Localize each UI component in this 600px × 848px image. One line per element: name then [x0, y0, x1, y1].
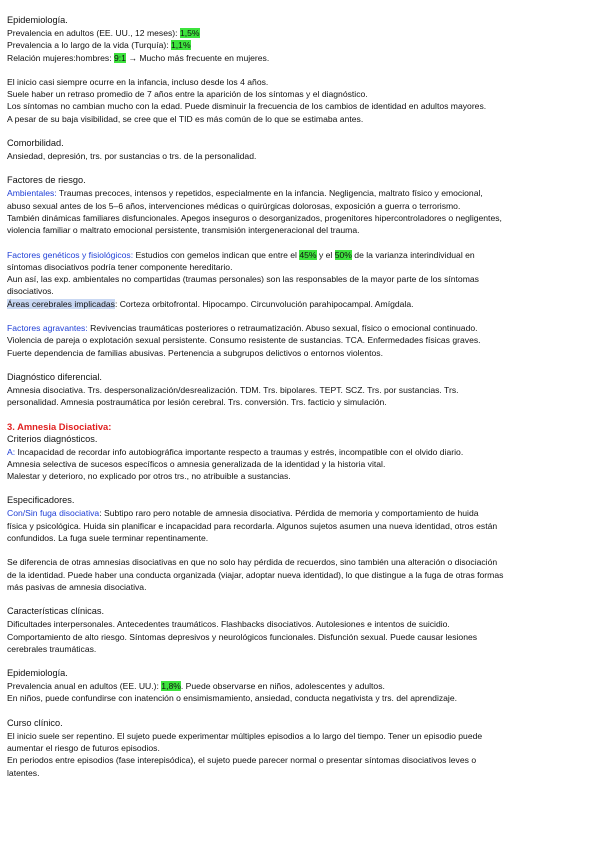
- highlight: 45%: [299, 249, 317, 260]
- section-heading: Epidemiología.: [7, 15, 68, 25]
- text-line: Suele haber un retraso promedio de 7 años entre la aparición de los síntomas y el diagnóstico.: [7, 89, 368, 100]
- text-line: [7, 52, 600, 64]
- text-run: → Mucho más frecuente en mujeres.: [125, 52, 270, 63]
- text-line: confundidos. La fuga suele terminar repentinamente.: [7, 533, 209, 544]
- text-line: [7, 249, 600, 261]
- text-line: Violencia de pareja o explotación sexual persistente. Consumo resistente de sustancias. TCA. Enfermedades físicas graves.: [7, 335, 481, 346]
- text-line: más pasivas de amnesia disociativa.: [7, 581, 147, 592]
- text-line: de la identidad. Puede haber una conducta organizada (viajar, adoptar nueva identidad), lo que distingue a la fuga de otras formas: [7, 569, 504, 580]
- blue-label: Ambientales:: [7, 188, 57, 199]
- specifiers-block: [7, 494, 600, 544]
- text-line: síntomas disociativos podría tener componente hereditario.: [7, 261, 233, 272]
- text-line: latentes.: [7, 767, 40, 778]
- text-line: Amnesia selectiva de sucesos específicos o amnesia generalizada de la identidad y la historia vital.: [7, 458, 386, 469]
- differentiation-block: [7, 556, 600, 593]
- text-line: [7, 680, 600, 692]
- section-heading: Curso clínico.: [7, 717, 63, 728]
- blue-label: Con/Sin fuga disociativa: [7, 508, 100, 519]
- text-line: El inicio suele ser repentino. El sujeto puede experimentar múltiples episodios a lo largo del tiempo. Tener un episodio puede: [7, 730, 483, 741]
- blue-label: Factores genéticos y fisiológicos:: [7, 249, 134, 260]
- text-line: aumentar el riesgo de futuros episodios.: [7, 742, 160, 753]
- section-heading: Especificadores.: [7, 495, 75, 506]
- text-line: Ansiedad, depresión, trs. por sustancias o trs. de la personalidad.: [7, 151, 257, 162]
- section-heading: Comorbilidad.: [7, 138, 64, 149]
- text-line: cerebrales traumáticas.: [7, 643, 97, 654]
- text-line: [7, 322, 600, 334]
- clinical-features-block: [7, 605, 600, 655]
- genetic-factors-block: [7, 249, 600, 310]
- text-line: Amnesia disociativa. Trs. despersonalización/desrealización. TDM. Trs. bipolares. TEPT. SCZ. Trs. por sustancias. Trs.: [7, 384, 459, 395]
- highlight: 9:1: [114, 52, 126, 63]
- text-line: [7, 446, 600, 458]
- text-run: Relación mujeres:hombres:: [7, 52, 114, 63]
- text-line: El inicio casi siempre ocurre en la infancia, incluso desde los 4 años.: [7, 76, 269, 87]
- text-line: En niños, puede confundirse con inatención o ensimismamiento, ansiedad, conducta negativista y trs. del aprendizaje.: [7, 693, 458, 704]
- text-line: física y psicológica. Huida sin planificar e incapacidad para recordarla. Algunos sujetos asumen una nueva identidad, otros están: [7, 520, 498, 531]
- text-run: de la varianza interindividual en: [351, 249, 475, 260]
- section-heading: Factores de riesgo.: [7, 175, 86, 186]
- text-run: Traumas precoces, intensos y repetidos, especialmente en la infancia. Negligencia, maltrato físico y emocional,: [56, 188, 483, 199]
- epidemiology-block-2: [7, 667, 600, 705]
- text-line: Aun así, las exp. ambientales no compartidas (traumas personales) son las responsables de la mayor parte de los síntomas: [7, 274, 479, 285]
- text-run: Prevalencia anual en adultos (EE. UU.):: [7, 681, 162, 692]
- text-line: A pesar de su baja visibilidad, se cree que el TID es más común de lo que se estimaba antes.: [7, 113, 364, 124]
- aggravating-factors-block: [7, 322, 600, 359]
- text-run: Prevalencia en adultos (EE. UU., 12 meses):: [7, 28, 180, 38]
- text-run: . Puede observarse en niños, adolescentes y adultos.: [180, 681, 385, 692]
- highlight: 50%: [334, 249, 352, 260]
- section-heading: Criterios diagnósticos.: [7, 433, 98, 444]
- highlight: 1,8%: [161, 681, 181, 692]
- text-line: violencia familiar o maltrato emocional persistente, transmisión intergeneracional del trauma.: [7, 225, 360, 236]
- text-line: También dinámicas familiares disfuncionales. Apegos inseguros o desorganizados, progenitores hipercontroladores o negligentes,: [7, 212, 502, 223]
- text-line: Se diferencia de otras amnesias disociativas en que no solo hay pérdida de recuerdos, sino también una alteración o disociación: [7, 557, 498, 568]
- onset-block: [7, 76, 600, 125]
- text-line: abuso sexual antes de los 5–6 años, intervenciones médicas o quirúrgicas dolorosas, exposición a guerra o terrorismo.: [7, 200, 461, 211]
- section-3-block: [7, 420, 600, 483]
- text-line: [7, 507, 600, 519]
- section-heading: Epidemiología.: [7, 668, 68, 679]
- epidemiology-block-1: [7, 14, 600, 64]
- blue-highlight: Áreas cerebrales implicadas: [7, 298, 115, 309]
- text-line: Fuerte dependencia de familias abusivas. Pertenencia a subgrupos delictivos o entornos violentos.: [7, 347, 383, 358]
- text-line: [7, 298, 600, 310]
- differential-diagnosis-block: [7, 371, 600, 409]
- blue-label: A:: [7, 446, 16, 457]
- text-line: disociativos.: [7, 286, 54, 297]
- blue-label: Factores agravantes:: [7, 323, 88, 334]
- text-run: Estudios con gemelos indican que entre el: [133, 249, 300, 260]
- risk-factors-block: [7, 174, 600, 236]
- text-line: Los síntomas no cambian mucho con la edad. Puede disminuir la frecuencia de los cambios de identidad en adultos mayores.: [7, 101, 487, 112]
- section-heading: Diagnóstico diferencial.: [7, 371, 102, 382]
- text-run: Prevalencia a lo largo de la vida (Turquía):: [7, 40, 172, 51]
- comorbidity-block: [7, 137, 600, 162]
- text-line: personalidad. Amnesia postraumática por lesión cerebral. Trs. conversión. Trs. facticio y simulación.: [7, 397, 387, 408]
- text-line: [7, 39, 600, 51]
- section-title: 3. Amnesia Disociativa:: [7, 420, 112, 432]
- highlight: 1,1%: [171, 40, 191, 51]
- text-run: : Subtipo raro pero notable de amnesia disociativa. Pérdida de memoria y comportamiento de huida: [99, 508, 479, 519]
- clinical-course-block: [7, 717, 600, 779]
- section-heading: Características clínicas.: [7, 606, 105, 617]
- text-line: En periodos entre episodios (fase interepisódica), el sujeto puede parecer normal o presentar síntomas disociativos leves o: [7, 755, 477, 766]
- text-line: Comportamiento de alto riesgo. Síntomas depresivos y neurológicos funcionales. Disfunción sexual. Puede causar lesiones: [7, 631, 478, 642]
- text-run: : Corteza orbitofrontal. Hipocampo. Circunvolución parahipocampal. Amígdala.: [114, 298, 414, 309]
- text-run: Revivencias traumáticas posteriores o retraumatización. Abuso sexual, físico o emocional continuado.: [87, 323, 478, 334]
- text-run: Incapacidad de recordar info autobiográfica importante respecto a traumas y estrés, incompatible con el olvido diario.: [15, 446, 464, 457]
- text-line: [7, 27, 600, 39]
- text-line: Dificultades interpersonales. Antecedentes traumáticos. Flashbacks disociativos. Autolesiones e intentos de suicidio.: [7, 619, 450, 630]
- highlight: 1,5%: [179, 28, 200, 38]
- text-line: [7, 187, 600, 199]
- text-run: y el: [316, 249, 335, 260]
- text-line: Malestar y deterioro, no explicado por otros trs., no atribuible a sustancias.: [7, 471, 291, 482]
